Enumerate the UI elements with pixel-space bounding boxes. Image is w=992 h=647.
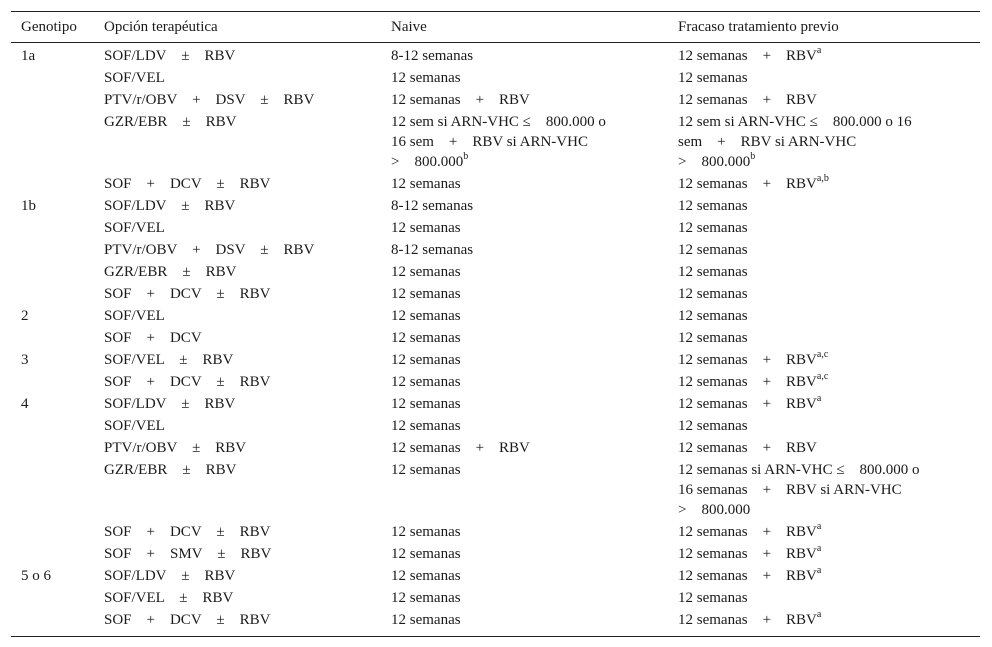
- therapeutic-option-cell-text: SOF + DCV: [104, 330, 202, 346]
- therapeutic-option-cell: [94, 414, 381, 436]
- footnote-marker: a: [816, 609, 822, 620]
- header-row: [11, 12, 980, 43]
- therapeutic-option-cell: [94, 282, 381, 304]
- table-row: [11, 414, 980, 436]
- genotype-cell: [11, 458, 94, 520]
- footnote-marker: a: [816, 565, 822, 576]
- genotype-cell: [11, 238, 94, 260]
- prior-failure-cell: [668, 520, 980, 542]
- naive-cell-text: 12 semanas: [391, 374, 461, 390]
- naive-cell: [381, 110, 668, 172]
- genotype-cell: [11, 586, 94, 608]
- naive-cell: [381, 260, 668, 282]
- prior-failure-cell: [668, 238, 980, 260]
- genotype-cell: [11, 110, 94, 172]
- table-row: [11, 564, 980, 586]
- therapeutic-option-cell: [94, 43, 381, 67]
- therapeutic-option-cell-text: SOF + DCV ± RBV: [104, 176, 271, 192]
- table-row: [11, 88, 980, 110]
- therapeutic-option-cell-text: SOF/LDV ± RBV: [104, 568, 236, 584]
- therapeutic-option-cell-text: SOF/VEL: [104, 308, 165, 324]
- prior-failure-cell: [668, 326, 980, 348]
- footnote-marker: a: [816, 45, 822, 56]
- therapeutic-option-cell-text: SOF/VEL ± RBV: [104, 590, 234, 606]
- table-row: [11, 238, 980, 260]
- genotype-cell: [11, 88, 94, 110]
- prior-failure-cell-text: 12 semanas: [678, 242, 748, 258]
- table-row: [11, 66, 980, 88]
- therapeutic-option-cell: [94, 194, 381, 216]
- naive-cell-text: 8-12 semanas: [391, 198, 474, 214]
- prior-failure-cell-text: 12 semanas + RBV: [678, 374, 817, 390]
- table-row: [11, 326, 980, 348]
- naive-cell-text: 12 semanas: [391, 330, 461, 346]
- footnote-marker: a,c: [816, 371, 829, 382]
- prior-failure-cell-text: 12 semanas + RBV: [678, 396, 817, 412]
- prior-failure-cell-text: 12 semanas + RBV: [678, 568, 817, 584]
- naive-cell: [381, 282, 668, 304]
- prior-failure-cell-text: 12 semanas + RBV: [678, 92, 817, 108]
- genotype-cell: [11, 436, 94, 458]
- therapeutic-option-cell: [94, 326, 381, 348]
- genotype-cell: [11, 414, 94, 436]
- therapeutic-option-cell-text: GZR/EBR ± RBV: [104, 114, 237, 130]
- prior-failure-cell-text: 12 semanas: [678, 70, 748, 86]
- naive-cell: [381, 414, 668, 436]
- prior-failure-cell: [668, 564, 980, 586]
- table-row: [11, 43, 980, 67]
- therapeutic-option-cell-text: PTV/r/OBV ± RBV: [104, 440, 247, 456]
- genotype-cell-text: 2: [21, 308, 29, 324]
- therapeutic-option-cell-text: SOF + DCV ± RBV: [104, 286, 271, 302]
- therapeutic-option-cell: [94, 564, 381, 586]
- naive-cell: [381, 436, 668, 458]
- genotype-cell-text: 3: [21, 352, 29, 368]
- therapeutic-option-cell-text: SOF/VEL ± RBV: [104, 352, 234, 368]
- table-row: [11, 216, 980, 238]
- naive-cell-text: 12 sem si ARN-VHC ≤ 800.000 o 16 sem + RBV si ARN-VHC > 800.000: [391, 114, 606, 170]
- prior-failure-cell: [668, 436, 980, 458]
- naive-cell-text: 8-12 semanas: [391, 242, 474, 258]
- header-genotype: Genotipo: [21, 18, 77, 35]
- naive-cell-text: 12 semanas: [391, 568, 461, 584]
- prior-failure-cell-text: 12 semanas + RBV: [678, 352, 817, 368]
- therapeutic-option-cell-text: SOF/VEL: [104, 70, 165, 86]
- therapeutic-option-cell-text: PTV/r/OBV + DSV ± RBV: [104, 92, 315, 108]
- table-header: [11, 12, 980, 43]
- table-row: [11, 260, 980, 282]
- footnote-marker: b: [463, 151, 469, 162]
- genotype-cell-text: 1b: [21, 198, 36, 214]
- prior-failure-cell: [668, 458, 980, 520]
- prior-failure-cell: [668, 282, 980, 304]
- prior-failure-cell: [668, 304, 980, 326]
- therapeutic-option-cell-text: GZR/EBR ± RBV: [104, 264, 237, 280]
- genotype-cell: [11, 348, 94, 370]
- naive-cell: [381, 586, 668, 608]
- naive-cell: [381, 66, 668, 88]
- footnote-marker: a,c: [816, 349, 829, 360]
- prior-failure-cell-text: 12 semanas: [678, 198, 748, 214]
- prior-failure-cell: [668, 110, 980, 172]
- table-row: [11, 370, 980, 392]
- prior-failure-cell-text: 12 semanas: [678, 590, 748, 606]
- genotype-cell: [11, 326, 94, 348]
- prior-failure-cell: [668, 370, 980, 392]
- table-row: [11, 348, 980, 370]
- therapeutic-option-cell-text: SOF + DCV ± RBV: [104, 524, 271, 540]
- therapeutic-option-cell: [94, 238, 381, 260]
- prior-failure-cell-text: 12 semanas: [678, 308, 748, 324]
- naive-cell: [381, 608, 668, 637]
- prior-failure-cell: [668, 88, 980, 110]
- therapeutic-option-cell: [94, 458, 381, 520]
- naive-cell: [381, 348, 668, 370]
- footnote-marker: b: [750, 151, 756, 162]
- genotype-cell: [11, 608, 94, 637]
- footnote-marker: a: [816, 521, 822, 532]
- therapeutic-option-cell-text: SOF + SMV ± RBV: [104, 546, 272, 562]
- table-row: [11, 608, 980, 637]
- therapeutic-option-cell-text: SOF + DCV ± RBV: [104, 374, 271, 390]
- naive-cell-text: 12 semanas: [391, 396, 461, 412]
- prior-failure-cell: [668, 260, 980, 282]
- naive-cell: [381, 392, 668, 414]
- table-row: [11, 520, 980, 542]
- prior-failure-cell: [668, 414, 980, 436]
- therapeutic-option-cell-text: GZR/EBR ± RBV: [104, 462, 237, 478]
- therapeutic-option-cell: [94, 172, 381, 194]
- therapeutic-option-cell: [94, 436, 381, 458]
- naive-cell: [381, 326, 668, 348]
- naive-cell-text: 12 semanas: [391, 220, 461, 236]
- therapeutic-option-cell: [94, 608, 381, 637]
- table-row: [11, 304, 980, 326]
- prior-failure-cell-text: 12 semanas + RBV: [678, 546, 817, 562]
- genotype-cell: [11, 194, 94, 216]
- therapeutic-option-cell-text: SOF/VEL: [104, 220, 165, 236]
- genotype-cell: [11, 66, 94, 88]
- genotype-cell-text: 1a: [21, 48, 36, 64]
- naive-cell: [381, 43, 668, 67]
- treatment-table-container: [11, 11, 980, 637]
- genotype-cell: [11, 520, 94, 542]
- naive-cell-text: 12 semanas: [391, 352, 461, 368]
- prior-failure-cell-text: 12 semanas + RBV: [678, 48, 817, 64]
- genotype-cell: [11, 172, 94, 194]
- naive-cell-text: 12 semanas: [391, 418, 461, 434]
- naive-cell: [381, 216, 668, 238]
- therapeutic-option-cell: [94, 370, 381, 392]
- therapeutic-option-cell-text: SOF + DCV ± RBV: [104, 612, 271, 628]
- naive-cell: [381, 542, 668, 564]
- therapeutic-option-cell-text: SOF/LDV ± RBV: [104, 198, 236, 214]
- table-row: [11, 392, 980, 414]
- prior-failure-cell-text: 12 semanas + RBV: [678, 612, 817, 628]
- prior-failure-cell: [668, 608, 980, 637]
- table-row: [11, 436, 980, 458]
- table-row: [11, 110, 980, 172]
- genotype-cell-text: 4: [21, 396, 29, 412]
- prior-failure-cell: [668, 194, 980, 216]
- naive-cell-text: 12 semanas + RBV: [391, 92, 530, 108]
- prior-failure-cell: [668, 392, 980, 414]
- prior-failure-cell: [668, 66, 980, 88]
- naive-cell: [381, 88, 668, 110]
- naive-cell: [381, 458, 668, 520]
- prior-failure-cell-text: 12 semanas: [678, 264, 748, 280]
- header-naive: Naive: [391, 18, 427, 35]
- therapeutic-option-cell: [94, 88, 381, 110]
- prior-failure-cell-text: 12 semanas si ARN-VHC ≤ 800.000 o 16 semanas + RBV si ARN-VHC > 800.000: [678, 462, 920, 518]
- prior-failure-cell-text: 12 semanas: [678, 330, 748, 346]
- genotype-cell-text: 5 o 6: [21, 568, 51, 584]
- therapeutic-option-cell: [94, 542, 381, 564]
- prior-failure-cell-text: 12 sem si ARN-VHC ≤ 800.000 o 16 sem + RBV si ARN-VHC > 800.000: [678, 114, 912, 170]
- prior-failure-cell-text: 12 semanas + RBV: [678, 440, 817, 456]
- genotype-cell: [11, 542, 94, 564]
- genotype-cell: [11, 392, 94, 414]
- therapeutic-option-cell-text: SOF/LDV ± RBV: [104, 48, 236, 64]
- therapeutic-option-cell: [94, 304, 381, 326]
- table-row: [11, 282, 980, 304]
- header-prior-treatment-failure: Fracaso tratamiento previo: [678, 18, 839, 35]
- prior-failure-cell-text: 12 semanas: [678, 286, 748, 302]
- therapeutic-option-cell: [94, 260, 381, 282]
- naive-cell-text: 8-12 semanas: [391, 48, 474, 64]
- header-therapeutic-option: Opción terapéutica: [104, 18, 218, 35]
- table-row: [11, 458, 980, 520]
- naive-cell-text: 12 semanas: [391, 308, 461, 324]
- therapeutic-option-cell: [94, 520, 381, 542]
- naive-cell: [381, 172, 668, 194]
- naive-cell: [381, 520, 668, 542]
- naive-cell: [381, 194, 668, 216]
- therapeutic-option-cell: [94, 66, 381, 88]
- naive-cell: [381, 304, 668, 326]
- prior-failure-cell: [668, 172, 980, 194]
- naive-cell-text: 12 semanas: [391, 462, 461, 478]
- naive-cell-text: 12 semanas + RBV: [391, 440, 530, 456]
- footnote-marker: a: [816, 543, 822, 554]
- naive-cell-text: 12 semanas: [391, 612, 461, 628]
- footnote-marker: a,b: [816, 173, 829, 184]
- therapeutic-option-cell: [94, 392, 381, 414]
- prior-failure-cell: [668, 43, 980, 67]
- naive-cell-text: 12 semanas: [391, 286, 461, 302]
- therapeutic-option-cell: [94, 110, 381, 172]
- table-row: [11, 172, 980, 194]
- genotype-cell: [11, 43, 94, 67]
- naive-cell: [381, 564, 668, 586]
- prior-failure-cell: [668, 216, 980, 238]
- prior-failure-cell: [668, 586, 980, 608]
- genotype-cell: [11, 216, 94, 238]
- prior-failure-cell-text: 12 semanas + RBV: [678, 176, 817, 192]
- naive-cell: [381, 238, 668, 260]
- naive-cell-text: 12 semanas: [391, 70, 461, 86]
- prior-failure-cell: [668, 348, 980, 370]
- table-row: [11, 586, 980, 608]
- therapeutic-option-cell: [94, 348, 381, 370]
- naive-cell-text: 12 semanas: [391, 524, 461, 540]
- naive-cell-text: 12 semanas: [391, 176, 461, 192]
- footnote-marker: a: [816, 393, 822, 404]
- table-row: [11, 542, 980, 564]
- prior-failure-cell-text: 12 semanas: [678, 220, 748, 236]
- genotype-cell: [11, 260, 94, 282]
- therapeutic-option-cell: [94, 216, 381, 238]
- prior-failure-cell-text: 12 semanas: [678, 418, 748, 434]
- table-body: [11, 43, 980, 637]
- therapeutic-option-cell-text: PTV/r/OBV + DSV ± RBV: [104, 242, 315, 258]
- naive-cell-text: 12 semanas: [391, 264, 461, 280]
- genotype-cell: [11, 304, 94, 326]
- prior-failure-cell: [668, 542, 980, 564]
- therapeutic-option-cell-text: SOF/VEL: [104, 418, 165, 434]
- genotype-cell: [11, 282, 94, 304]
- naive-cell-text: 12 semanas: [391, 590, 461, 606]
- genotype-cell: [11, 564, 94, 586]
- treatment-table: [11, 11, 980, 637]
- therapeutic-option-cell-text: SOF/LDV ± RBV: [104, 396, 236, 412]
- therapeutic-option-cell: [94, 586, 381, 608]
- table-row: [11, 194, 980, 216]
- naive-cell: [381, 370, 668, 392]
- genotype-cell: [11, 370, 94, 392]
- naive-cell-text: 12 semanas: [391, 546, 461, 562]
- prior-failure-cell-text: 12 semanas + RBV: [678, 524, 817, 540]
